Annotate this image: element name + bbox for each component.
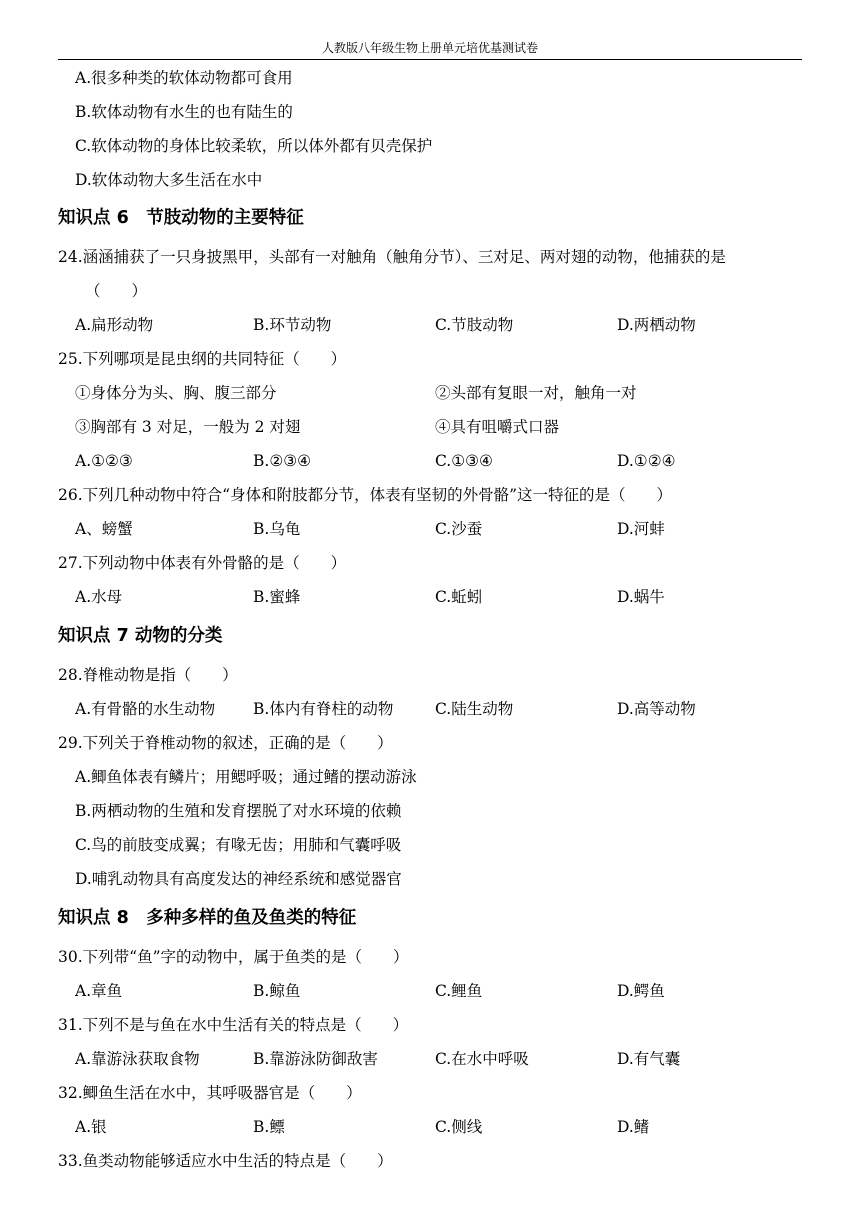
option-d: D.①②④ [617,452,676,470]
option-a: A.很多种类的软体动物都可食用 [75,69,293,87]
option-d: D.软体动物大多生活在水中 [75,171,263,189]
option-a: A.银 [75,1118,107,1136]
option-b: B.靠游泳防御敌害 [253,1050,378,1068]
question-32-stem: 32.鲫鱼生活在水中，其呼吸器官是（ ） [58,1084,362,1102]
question-29-option-a: A.鲫鱼体表有鳞片；用鳃呼吸；通过鳍的摆动游泳 [75,768,417,786]
question-24-answer-blank: （ ） [85,282,148,300]
question-28-stem: 28.脊椎动物是指（ ） [58,666,238,684]
option-b: B.软体动物有水生的也有陆生的 [75,103,293,121]
option-a: A.有骨骼的水生动物 [75,700,216,718]
statement-1: ①身体分为头、胸、腹三部分 [75,384,277,402]
question-33-stem: 33.鱼类动物能够适应水中生活的特点是（ ） [58,1152,393,1170]
option-b: B.蜜蜂 [253,588,301,606]
statement-2: ②头部有复眼一对，触角一对 [435,384,637,402]
option-a: A.扁形动物 [75,316,154,334]
question-29-stem: 29.下列关于脊椎动物的叙述，正确的是（ ） [58,734,393,752]
section-heading-6: 知识点 6 节肢动物的主要特征 [58,208,304,228]
statement-3: ③胸部有 3 对足，一般为 2 对翅 [75,418,301,436]
option-c: C.侧线 [435,1118,483,1136]
option-a: A.靠游泳获取食物 [75,1050,200,1068]
option-c: C.鲤鱼 [435,982,483,1000]
option-d: D.两栖动物 [617,316,696,334]
option-c: C.蚯蚓 [435,588,483,606]
option-b: B.体内有脊柱的动物 [253,700,394,718]
option-c: C.陆生动物 [435,700,514,718]
section-heading-7: 知识点 7 动物的分类 [58,626,223,646]
option-d: D.高等动物 [617,700,696,718]
question-29-option-c: C.鸟的前肢变成翼；有喙无齿；用肺和气囊呼吸 [75,836,402,854]
statement-4: ④具有咀嚼式口器 [435,418,560,436]
option-c: C.节肢动物 [435,316,514,334]
option-d: D.有气囊 [617,1050,681,1068]
option-c: C.沙蚕 [435,520,483,538]
option-b: B.鲸鱼 [253,982,301,1000]
option-d: D.鳄鱼 [617,982,665,1000]
section-heading-8: 知识点 8 多种多样的鱼及鱼类的特征 [58,908,357,928]
option-b: B.乌龟 [253,520,301,538]
option-b: B.②③④ [253,452,312,470]
question-29-option-d: D.哺乳动物具有高度发达的神经系统和感觉器官 [75,870,402,888]
question-30-stem: 30.下列带“鱼”字的动物中，属于鱼类的是（ ） [58,948,409,966]
option-d: D.蜗牛 [617,588,665,606]
option-a: A.①②③ [75,452,133,470]
option-a: A、螃蟹 [75,520,133,538]
option-b: B.环节动物 [253,316,332,334]
question-29-option-b: B.两栖动物的生殖和发育摆脱了对水环境的依赖 [75,802,402,820]
question-27-stem: 27.下列动物中体表有外骨骼的是（ ） [58,554,347,572]
header-divider [58,59,802,60]
question-24-stem: 24.涵涵捕获了一只身披黑甲，头部有一对触角（触角分节）、三对足、两对翅的动物，他捕获的是 [58,248,726,266]
page-header: 人教版八年级生物上册单元培优基测试卷 [321,41,538,55]
option-d: D.鳍 [617,1118,650,1136]
question-26-stem: 26.下列几种动物中符合“身体和附肢都分节，体表有坚韧的外骨骼”这一特征的是（ ） [58,486,673,504]
option-c: C.在水中呼吸 [435,1050,529,1068]
option-c: C.①③④ [435,452,493,470]
option-b: B.鳔 [253,1118,285,1136]
option-a: A.水母 [75,588,123,606]
question-31-stem: 31.下列不是与鱼在水中生活有关的特点是（ ） [58,1016,409,1034]
option-c: C.软体动物的身体比较柔软，所以体外都有贝壳保护 [75,137,433,155]
question-25-stem: 25.下列哪项是昆虫纲的共同特征（ ） [58,350,347,368]
option-a: A.章鱼 [75,982,123,1000]
option-d: D.河蚌 [617,520,665,538]
